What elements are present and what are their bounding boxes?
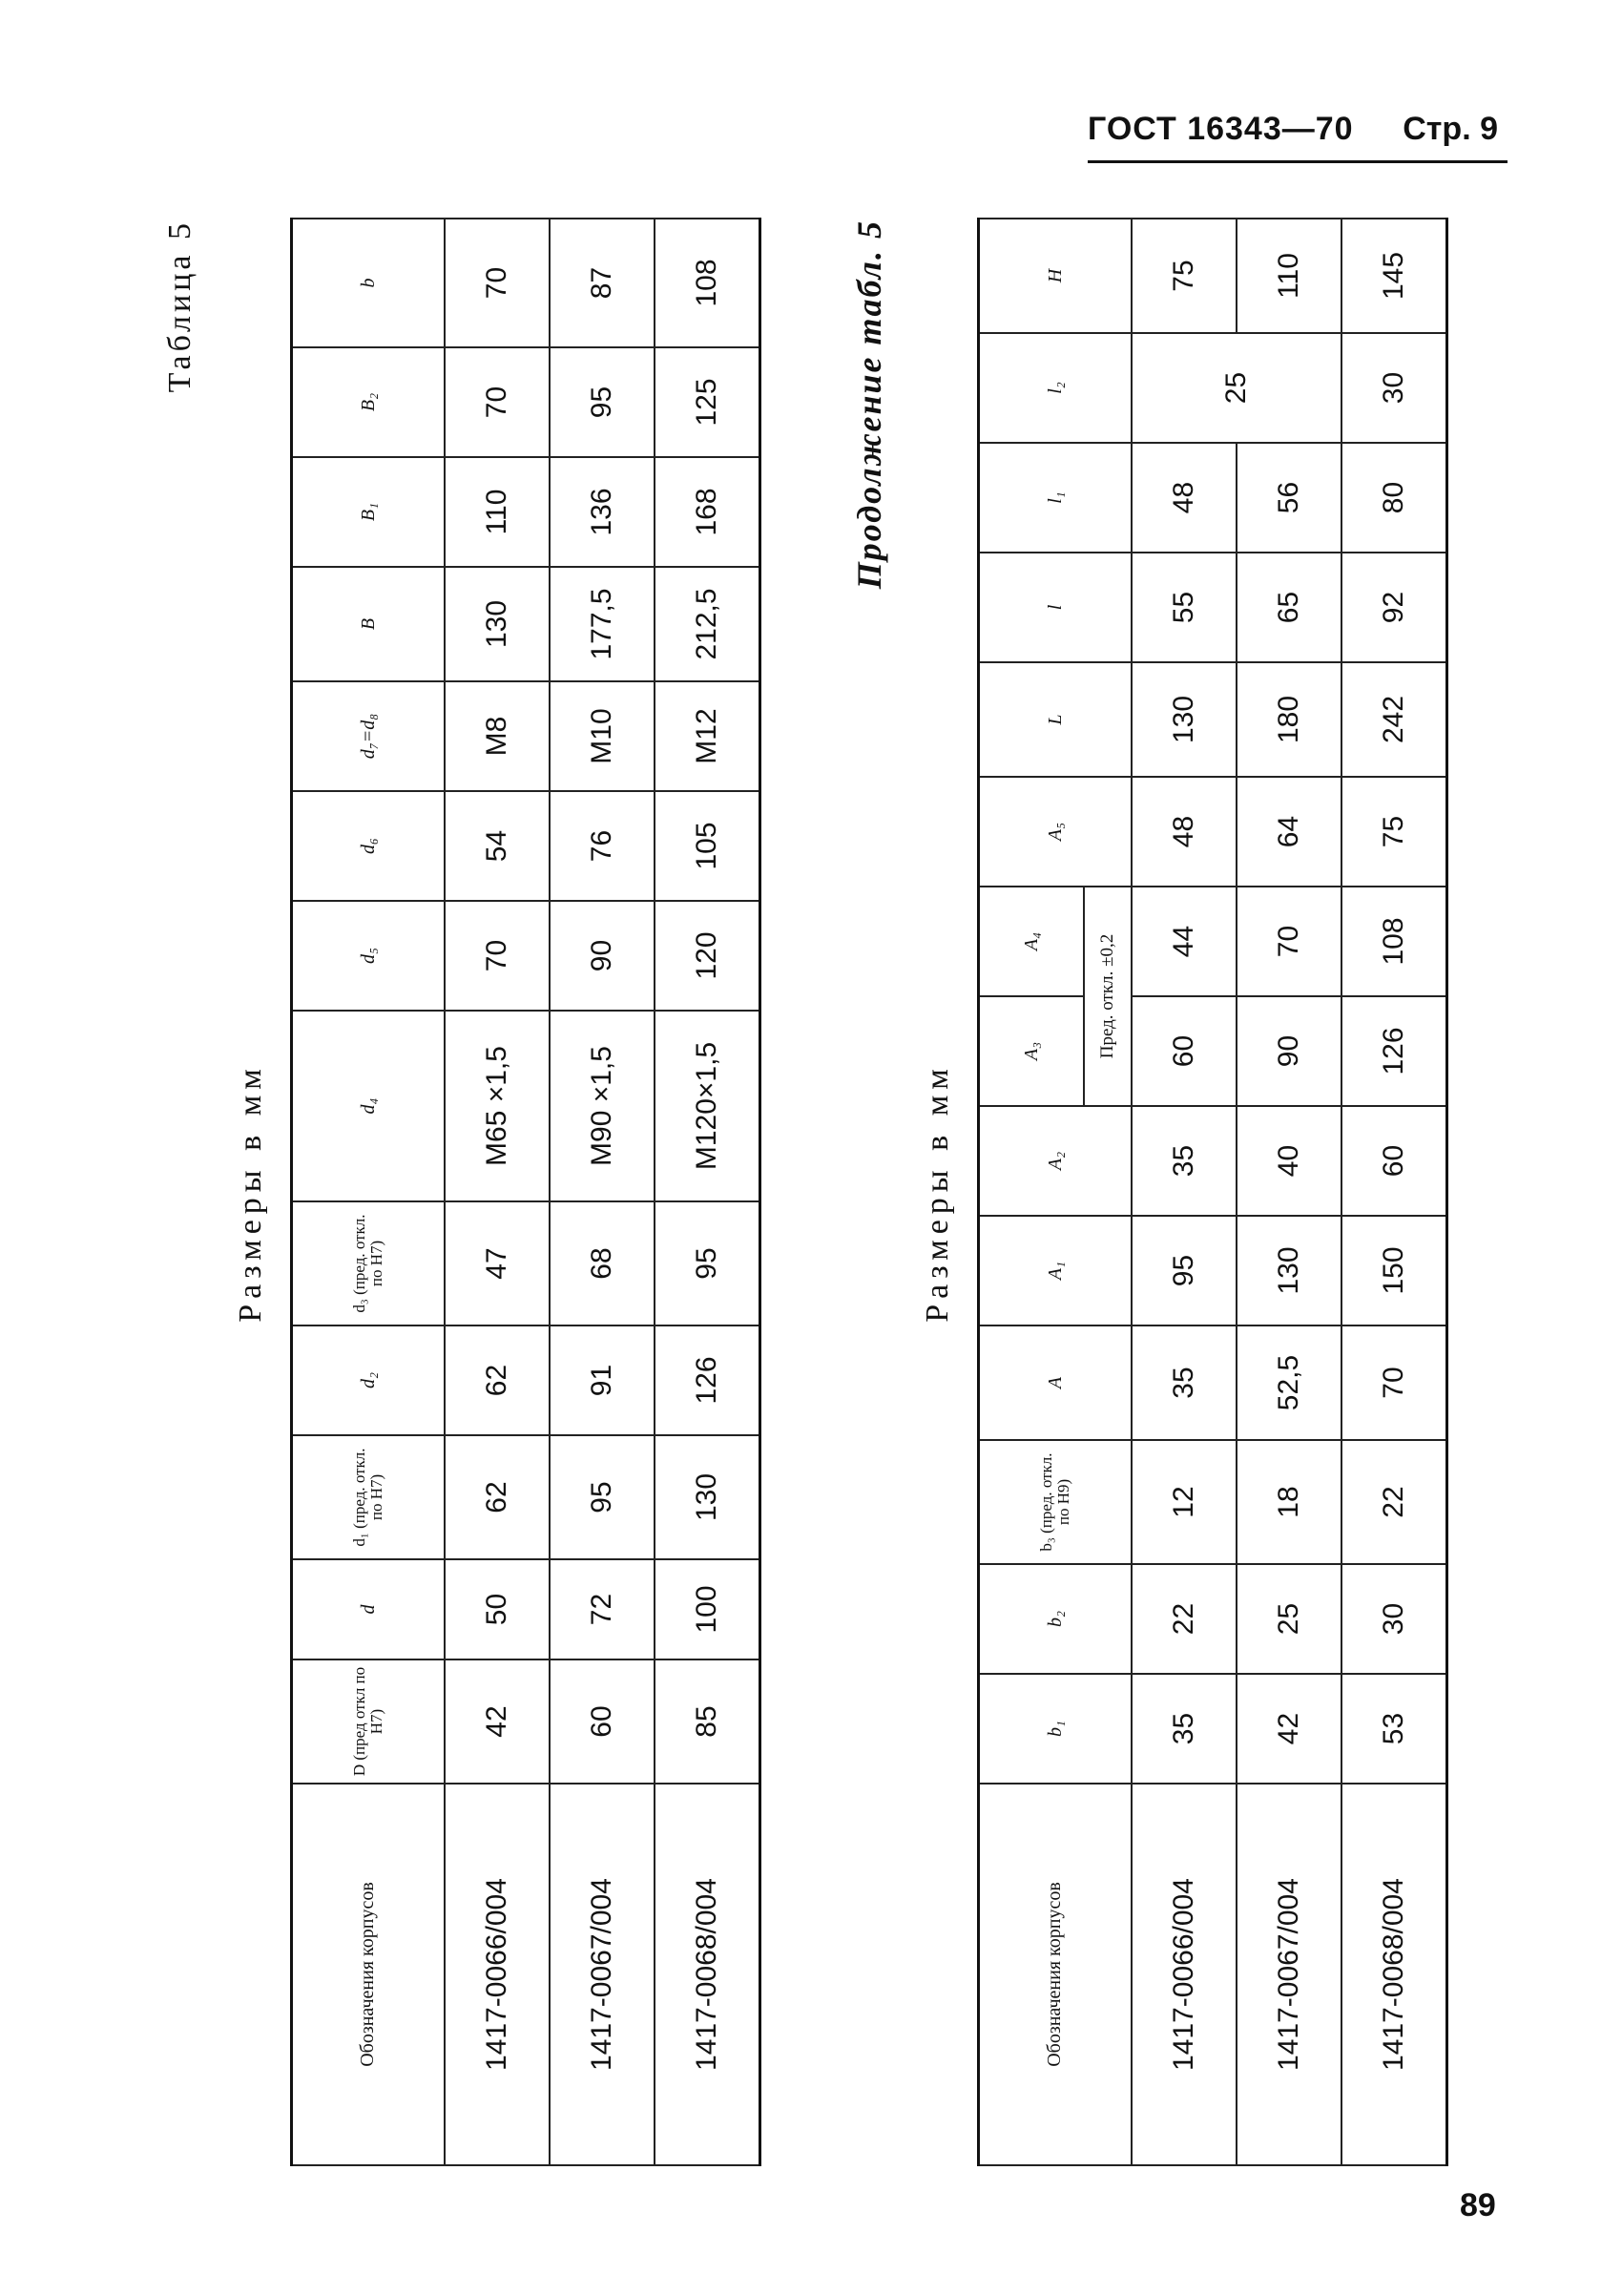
table-cell: 48 bbox=[1132, 777, 1237, 887]
table-cell: M90 ×1,5 bbox=[550, 1011, 655, 1201]
table-cell: 65 bbox=[1237, 553, 1341, 662]
table-row bbox=[655, 219, 760, 2165]
table-cell: 53 bbox=[1341, 1674, 1447, 1784]
table-cell: 95 bbox=[655, 1201, 760, 1325]
table-cell: 48 bbox=[1132, 443, 1237, 553]
table-cell: 70 bbox=[445, 347, 550, 457]
table-cell: 75 bbox=[1132, 219, 1237, 333]
table1-header-d: d bbox=[292, 1559, 445, 1659]
table-row bbox=[1132, 219, 1237, 2165]
table2-header-b1: b₁ bbox=[979, 1674, 1132, 1784]
table2-header-l: l bbox=[979, 553, 1132, 662]
table-cell: 105 bbox=[655, 791, 760, 901]
table-cell: 1417-0068/004 bbox=[1341, 1784, 1447, 2165]
table1-header-B1: B₁ bbox=[292, 457, 445, 567]
table1-header-designation: Обозначения корпусов bbox=[292, 1784, 445, 2165]
table-cell: M120×1,5 bbox=[655, 1011, 760, 1201]
table-cell: 35 bbox=[1132, 1106, 1237, 1216]
table-cell: 22 bbox=[1341, 1440, 1447, 1564]
table1-label: Таблица 5 bbox=[162, 219, 198, 393]
table-cell: 168 bbox=[655, 457, 760, 567]
table-cell: 90 bbox=[550, 901, 655, 1011]
table-cell: 70 bbox=[445, 901, 550, 1011]
table-cell: 242 bbox=[1341, 662, 1447, 777]
page-header bbox=[1088, 107, 1508, 163]
table2-header-tolerance: Пред. откл. ±0,2 bbox=[1084, 887, 1132, 1106]
table1-header-d7d8: d₇=d₈ bbox=[292, 681, 445, 791]
table2-header-H: H bbox=[979, 219, 1132, 333]
table-cell: 50 bbox=[445, 1559, 550, 1659]
table-cell: 125 bbox=[655, 347, 760, 457]
table2-header-b3: b₃ (пред. откл. по H9) bbox=[979, 1440, 1132, 1564]
table-cell: 95 bbox=[550, 347, 655, 457]
table-cell: 91 bbox=[550, 1325, 655, 1435]
table-cell: M10 bbox=[550, 681, 655, 791]
table-cell: 180 bbox=[1237, 662, 1341, 777]
table-cell: 47 bbox=[445, 1201, 550, 1325]
table-cell: 56 bbox=[1237, 443, 1341, 553]
table-cell: 44 bbox=[1132, 887, 1237, 996]
table2-header-A5: A₅ bbox=[979, 777, 1132, 887]
table-cell: 60 bbox=[1341, 1106, 1447, 1216]
table1-caption: Размеры в мм bbox=[233, 1063, 268, 1323]
table-cell: 25 bbox=[1237, 1564, 1341, 1674]
table2 bbox=[977, 218, 1448, 2166]
table-cell: 136 bbox=[550, 457, 655, 567]
table-cell: 85 bbox=[655, 1659, 760, 1784]
table-cell: 35 bbox=[1132, 1325, 1237, 1440]
table-cell: M8 bbox=[445, 681, 550, 791]
table2-label: Продолжение табл. 5 bbox=[850, 219, 888, 590]
standard-number: ГОСТ 16343—70 bbox=[1088, 111, 1354, 147]
table-cell: 22 bbox=[1132, 1564, 1237, 1674]
table2-header-A3: A₃ bbox=[979, 996, 1084, 1106]
table-cell: 145 bbox=[1341, 219, 1447, 333]
table1-header-b: b bbox=[292, 219, 445, 347]
table-cell: 40 bbox=[1237, 1106, 1341, 1216]
table-row bbox=[1341, 219, 1447, 2165]
table-cell: 60 bbox=[550, 1659, 655, 1784]
table-cell: 70 bbox=[445, 219, 550, 347]
table-cell: 92 bbox=[1341, 553, 1447, 662]
table-cell: 108 bbox=[655, 219, 760, 347]
table2-caption: Размеры в мм bbox=[920, 1063, 955, 1323]
table-cell: 70 bbox=[1237, 887, 1341, 996]
table2-header-l1: l₁ bbox=[979, 443, 1132, 553]
table-cell: 35 bbox=[1132, 1674, 1237, 1784]
table-cell: 1417-0066/004 bbox=[445, 1784, 550, 2165]
table-cell: 30 bbox=[1341, 333, 1447, 443]
table-cell: 100 bbox=[655, 1559, 760, 1659]
table1-header-d3: d₃ (пред. откл. по H7) bbox=[292, 1201, 445, 1325]
table-cell: 52,5 bbox=[1237, 1325, 1341, 1440]
table-cell: 62 bbox=[445, 1435, 550, 1559]
table-cell: 1417-0068/004 bbox=[655, 1784, 760, 2165]
table-cell: 87 bbox=[550, 219, 655, 347]
table-cell: 1417-0066/004 bbox=[1132, 1784, 1237, 2165]
table1-block bbox=[162, 218, 761, 2166]
table-cell: 130 bbox=[1132, 662, 1237, 777]
table1 bbox=[290, 218, 761, 2166]
table-cell: 110 bbox=[445, 457, 550, 567]
table1-header-d5: d₅ bbox=[292, 901, 445, 1011]
table-row bbox=[1237, 219, 1341, 2165]
table2-header-designation: Обозначения корпусов bbox=[979, 1784, 1132, 2165]
table-cell: 95 bbox=[550, 1435, 655, 1559]
table-cell: 90 bbox=[1237, 996, 1341, 1106]
table-cell: 126 bbox=[1341, 996, 1447, 1106]
table-cell: M65 ×1,5 bbox=[445, 1011, 550, 1201]
table-cell: 62 bbox=[445, 1325, 550, 1435]
table1-header-d4: d₄ bbox=[292, 1011, 445, 1201]
table1-header-D: D (пред откл по H7) bbox=[292, 1659, 445, 1784]
table-cell: 70 bbox=[1341, 1325, 1447, 1440]
table-cell: 64 bbox=[1237, 777, 1341, 887]
table1-header-d1: d₁ (пред. откл. по H7) bbox=[292, 1435, 445, 1559]
table2-header-l2: l₂ bbox=[979, 333, 1132, 443]
table2-header-L: L bbox=[979, 662, 1132, 777]
table1-header-d6: d₆ bbox=[292, 791, 445, 901]
table-cell: 42 bbox=[445, 1659, 550, 1784]
table-cell: 42 bbox=[1237, 1674, 1341, 1784]
table-cell: 120 bbox=[655, 901, 760, 1011]
table-cell: 12 bbox=[1132, 1440, 1237, 1564]
table-cell: 30 bbox=[1341, 1564, 1447, 1674]
table1-header-B: B bbox=[292, 567, 445, 681]
table2-header-A: A bbox=[979, 1325, 1132, 1440]
table2-header-A4: A₄ bbox=[979, 887, 1084, 996]
table-cell: 25 bbox=[1132, 333, 1341, 443]
table-cell: 130 bbox=[655, 1435, 760, 1559]
table-row bbox=[550, 219, 655, 2165]
table-row bbox=[445, 219, 550, 2165]
table-cell: 108 bbox=[1341, 887, 1447, 996]
table1-header-B2: B₂ bbox=[292, 347, 445, 457]
table-cell: 75 bbox=[1341, 777, 1447, 887]
table-cell: 110 bbox=[1237, 219, 1341, 333]
table-cell: 60 bbox=[1132, 996, 1237, 1106]
table1-header-d2: d₂ bbox=[292, 1325, 445, 1435]
table-cell: 72 bbox=[550, 1559, 655, 1659]
table2-header-b2: b₂ bbox=[979, 1564, 1132, 1674]
page-number: 89 bbox=[1460, 2187, 1496, 2223]
table-cell: 95 bbox=[1132, 1216, 1237, 1325]
table-cell: 150 bbox=[1341, 1216, 1447, 1325]
table-cell: 80 bbox=[1341, 443, 1447, 553]
table-cell: 126 bbox=[655, 1325, 760, 1435]
table2-block bbox=[849, 218, 1448, 2166]
table-cell: 55 bbox=[1132, 553, 1237, 662]
table-cell: 130 bbox=[445, 567, 550, 681]
table-cell: 54 bbox=[445, 791, 550, 901]
table-cell: M12 bbox=[655, 681, 760, 791]
table2-header-A2: A₂ bbox=[979, 1106, 1132, 1216]
table-cell: 76 bbox=[550, 791, 655, 901]
table-cell: 212,5 bbox=[655, 567, 760, 681]
table-cell: 130 bbox=[1237, 1216, 1341, 1325]
table-cell: 177,5 bbox=[550, 567, 655, 681]
table-cell: 1417-0067/004 bbox=[550, 1784, 655, 2165]
table2-header-A1: A₁ bbox=[979, 1216, 1132, 1325]
table-cell: 18 bbox=[1237, 1440, 1341, 1564]
table-cell: 68 bbox=[550, 1201, 655, 1325]
page-label: Стр. 9 bbox=[1403, 111, 1498, 147]
table-cell: 1417-0067/004 bbox=[1237, 1784, 1341, 2165]
